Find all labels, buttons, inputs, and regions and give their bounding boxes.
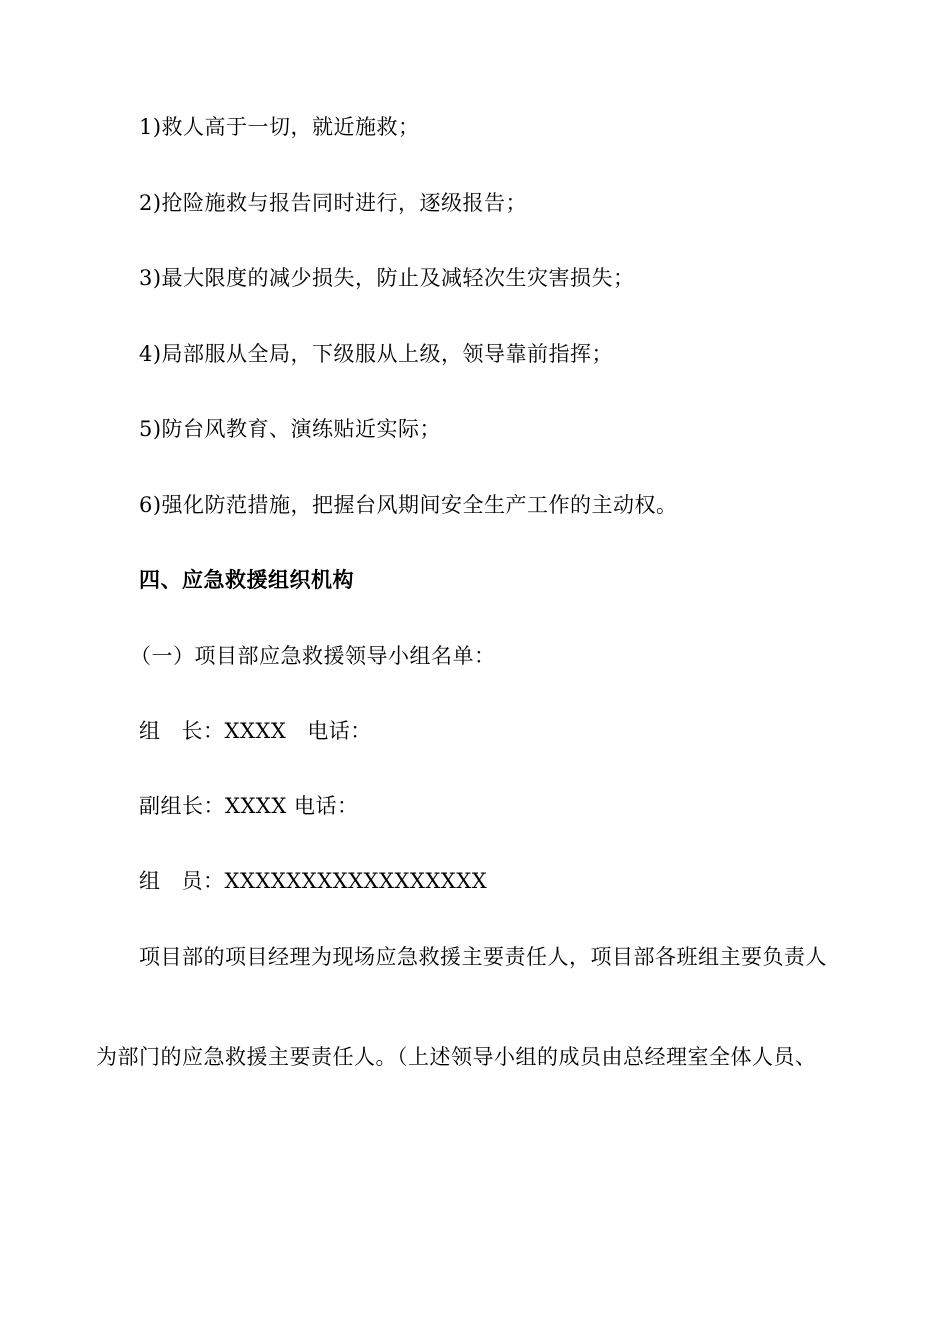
paragraph-line-1: 项目部的项目经理为现场应急救援主要责任人，项目部各班组主要负责人 — [139, 945, 827, 969]
member-label-a: 组 — [139, 869, 161, 893]
principle-item-6: 6)强化防范措施，把握台风期间安全生产工作的主动权。 — [139, 493, 678, 517]
section-subheading: （一）项目部应急救援领导小组名单： — [130, 644, 496, 668]
leader-label-b: 长：XXXX — [181, 719, 287, 743]
leader-phone-label: 电话： — [307, 719, 372, 743]
member-label-b: 员：XXXXXXXXXXXXXXXXX — [181, 869, 488, 893]
member-row — [139, 866, 487, 896]
leader-row — [139, 716, 372, 746]
principle-item-2: 2)抢险施救与报告同时进行，逐级报告； — [139, 191, 528, 215]
leader-label-a: 组 — [139, 719, 161, 743]
deputy-row: 副组长：XXXX 电话： — [139, 794, 359, 818]
principle-item-3: 3)最大限度的减少损失，防止及减轻次生灾害损失； — [139, 266, 635, 290]
principle-item-5: 5)防台风教育、演练贴近实际； — [139, 417, 442, 441]
principle-item-1: 1)救人高于一切，就近施救； — [139, 115, 420, 139]
principle-item-4: 4)局部服从全局，下级服从上级，领导靠前指挥； — [139, 342, 614, 366]
section-heading: 四、应急救援组织机构 — [139, 567, 354, 592]
paragraph-line-2: 为部门的应急救援主要责任人。（上述领导小组的成员由总经理室全体人员、 — [96, 1045, 817, 1069]
